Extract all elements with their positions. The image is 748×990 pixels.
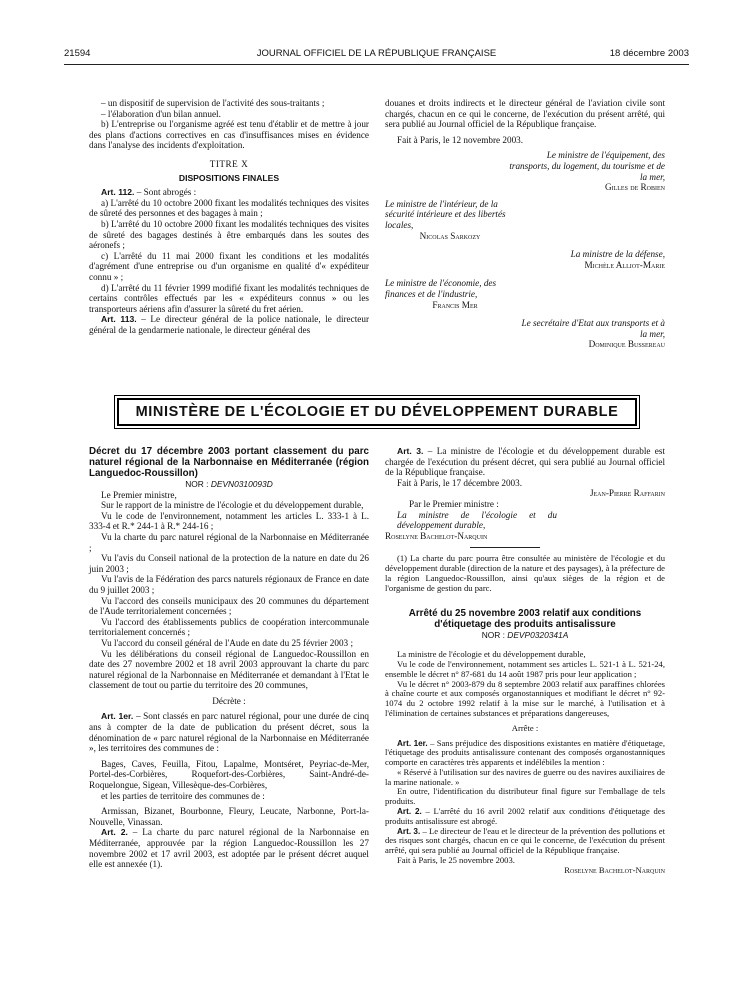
footnote: (1) La charte du parc pourra être consultée au ministère de l'écologie et du développement durable (direction de la nature et des paysages), à la préfecture de la région Languedoc-Roussillon, ainsi qu'aux sièges de la région et de l'organisme de gestion du parc. [385, 553, 665, 593]
ministry-banner: MINISTÈRE DE L'ÉCOLOGIE ET DU DÉVELOPPEMENT DURABLE [117, 398, 637, 426]
paragraph: b) L'entreprise ou l'organisme agréé est tenu d'établir et de mettre à jour des plans d'actions correctives en cas d'insuffisances mises en évidence dans l'analyse des incidents d'exploitation. [89, 119, 369, 151]
nor-reference [385, 630, 665, 641]
paragraph: Bages, Caves, Feuilla, Fitou, Lapalme, Montséret, Peyriac-de-Mer, Portel-des-Corbières, Roquefort-des-Corbières, Saint-André-de-Roquelongue, Sigean, Villesèque-des-Corbières, [89, 758, 369, 791]
signature-block [385, 318, 665, 350]
article-112 [89, 187, 369, 198]
header-rule [64, 64, 689, 65]
nor-code: DEVN0310093D [210, 479, 273, 489]
page-header [64, 48, 689, 62]
signatory-role: Le ministre de l'économie, des finances et de l'industrie, [385, 278, 497, 299]
par-line: Par le Premier ministre : [409, 498, 499, 509]
nor-code: DEVP0320341A [507, 629, 569, 640]
nor-label: NOR : [185, 479, 209, 489]
signature-block [385, 249, 665, 270]
list-item: – l'élaboration d'un bilan annuel. [101, 108, 221, 119]
signature-block [385, 199, 515, 241]
article-text: – Le directeur de l'eau et le directeur de la prévention des pollutions et des risques sont chargés, chacun en ce qui le concerne, de l'exécution du présent arrêté, qui sera publié au Journal officiel de la République française. [385, 825, 665, 856]
paragraph: douanes et droits indirects et le directeur général de l'aviation civile sont chargés, chacun en ce qui le concerne, de l'exécution du présent arrêté, qui sera publié au Journal officiel de la République française. [385, 98, 665, 130]
article-2 [385, 807, 665, 827]
right-column [385, 446, 665, 876]
fait-line: Fait à Paris, le 25 novembre 2003. [397, 855, 515, 866]
article-label: Art. 1er. [101, 711, 134, 722]
paragraph: « Réservé à l'utilisation sur des navires de guerre ou des navires auxiliaires de la marine nationale. » [385, 766, 665, 787]
article-text: – La ministre de l'écologie et du développement durable est chargée de l'exécution du présent décret, qui sera publié au Journal officiel de la République française. [385, 446, 666, 478]
signatory-role: La ministre de l'écologie et du développement durable, [397, 509, 557, 531]
paragraph: Vu le code de l'environnement, notamment les articles L. 333-1 à L. 333-4 et R.* 244-1 à R.* 244-16 ; [89, 510, 369, 532]
paragraph: c) L'arrêté du 11 mai 2000 fixant les conditions et les modalités d'agrément d'une entreprise ou d'un organisme en qualité d'« expéditeur connu » ; [89, 250, 369, 282]
signatory-name: Michèle Alliot-Marie [584, 259, 665, 270]
decrete-heading: Décrète : [212, 695, 246, 706]
fait-line: Fait à Paris, le 17 décembre 2003. [397, 477, 523, 488]
article-label: Art. 2. [101, 827, 128, 838]
arrete-title: Arrêté du 25 novembre 2003 relatif aux conditions d'étiquetage des produits antisalissure [408, 607, 642, 630]
paragraph: Vu les délibérations du conseil régional de Languedoc-Roussillon en date des 27 novembre 2002 et 18 avril 2003 approuvant la charte du parc naturel régional de la Narbonnaise en Méditerranée et demandant à l'Etat le classement de tout ou partie du territoire des 20 communes, [89, 648, 369, 691]
paragraph: Vu le décret n° 2003-879 du 8 septembre 2003 relatif aux paraffines chlorées à chaîne courte et aux composés organostanniques et modifiant le décret n° 92-1074 du 2 octobre 1992 relatif à la mise sur le marché, à l'utilisation et à l'élimination de certaines substances et préparations dangereuses, [385, 678, 665, 718]
nor-reference [89, 479, 369, 490]
paragraph: Vu le code de l'environnement, notamment ses articles L. 521-1 à L. 521-24, ensemble le décret n° 87-681 du 14 août 1987 pris pour leur application ; [385, 658, 665, 679]
paragraph: Sur le rapport de la ministre de l'écologie et du développement durable, [101, 500, 364, 511]
article-2 [89, 827, 369, 869]
signatory-role: Le secrétaire d'Etat aux transports et à la mer, [521, 318, 665, 339]
top-right-column [385, 98, 665, 350]
article-text: – L'arrêté du 16 avril 2002 relatif aux conditions d'étiquetage des produits antisalissure est abrogé. [385, 806, 665, 826]
signatory-role: La ministre de la défense, [570, 249, 665, 260]
decret-title: Décret du 17 décembre 2003 portant classement du parc naturel régional de la Narbonnaise en Méditerranée (région Languedoc-Roussillon) [89, 446, 369, 479]
article-113 [89, 314, 369, 335]
paragraph: d) L'arrêté du 11 février 1999 modifié fixant les modalités techniques de certains contrôles effectués par les « expéditeurs connus » ou les transporteurs aériens afin d'assurer la sûreté du fret aérien. [89, 282, 369, 314]
signatory-name: Roselyne Bachelot-Narquin [564, 864, 665, 875]
paragraph: Vu l'accord des conseils municipaux des 20 communes du département de l'Aude territorialement concernées ; [89, 595, 369, 617]
signatory-role: Le ministre de l'équipement, des transports, du logement, du tourisme et de la mer, [509, 150, 665, 182]
article-label: Art. 113. [101, 314, 137, 325]
nor-label: NOR : [481, 629, 505, 640]
paragraph: Armissan, Bizanet, Bourbonne, Fleury, Leucate, Narbonne, Port-la-Nouvelle, Vinassan. [89, 806, 369, 827]
article-text: – Sont classés en parc naturel régional, pour une durée de cinq ans à compter de la date de publication du présent décret, sous la dénomination de « parc naturel régional de la Narbonnaise en Méditerranée », les territoires des communes de : [89, 711, 370, 754]
signature-block [385, 150, 665, 192]
titre-heading: TITRE X [209, 158, 249, 169]
paragraph: Vu l'avis du Conseil national de la protection de la nature en date du 26 juin 2003 ; [89, 553, 369, 574]
article-1 [385, 739, 665, 768]
article-3 [385, 827, 665, 856]
article-1 [89, 711, 369, 753]
page-number: 21594 [64, 48, 91, 59]
signatory-name: Gilles de Robien [604, 182, 665, 193]
signatory-role: Le ministre de l'intérieur, de la sécurité intérieure et des libertés locales, [385, 198, 506, 230]
article-label: Art. 112. [101, 187, 135, 198]
paragraph: Vu la charte du parc naturel régional de la Narbonnaise en Méditerranée ; [89, 531, 369, 553]
footnote-rule [470, 547, 540, 548]
paragraph: et les parties de territoire des communes de : [101, 790, 265, 801]
journal-title: JOURNAL OFFICIEL DE LA RÉPUBLIQUE FRANÇAISE [256, 48, 497, 59]
paragraph: La ministre de l'écologie et du développement durable, [397, 649, 586, 660]
signatory-name: Dominique Bussereau [588, 339, 665, 350]
article-label: Art. 3. [397, 826, 421, 836]
paragraph: Vu l'accord des établissements publics de coopération intercommunale territorialement concernés ; [89, 616, 369, 638]
signatory-name: Nicolas Sarkozy [419, 230, 481, 241]
list-item: – un dispositif de supervision de l'activité des sous-traitants ; [101, 98, 325, 108]
signatory-name: Jean-Pierre Raffarin [589, 488, 665, 499]
arrete-heading: Arrête : [511, 722, 539, 733]
article-text: – Sans préjudice des dispositions existantes en matière d'étiquetage, l'étiquetage des produits antisalissure contenant des composés organostanniques comporte en caractères très apparents et indélébiles la mention : [385, 737, 665, 768]
article-label: Art. 3. [397, 446, 424, 456]
paragraph: a) L'arrêté du 10 octobre 2000 fixant les modalités techniques des visites de sûreté des personnes et des bagages à main ; [89, 197, 369, 219]
fait-line: Fait à Paris, le 12 novembre 2003. [397, 134, 524, 145]
signatory-name: Francis Mer [432, 299, 478, 310]
article-label: Art. 1er. [397, 738, 428, 748]
article-text: – Le directeur général de la police nationale, le directeur général de la gendarmerie nationale, le directeur général des [89, 314, 369, 335]
top-left-column [89, 98, 369, 335]
article-label: Art. 2. [397, 807, 422, 817]
article-text: – Sont abrogés : [136, 187, 197, 198]
paragraph: Vu l'avis de la Fédération des parcs naturels régionaux de France en date du 9 juillet 2003 ; [89, 574, 369, 595]
signature-block [385, 278, 525, 310]
issue-date: 18 décembre 2003 [609, 48, 689, 59]
signatory-name: Roselyne Bachelot-Narquin [385, 530, 488, 541]
paragraph: Le Premier ministre, [101, 489, 177, 500]
article-3 [385, 446, 665, 478]
article-text: – La charte du parc naturel régional de la Narbonnaise en Méditerranée, approuvée par la région Languedoc-Roussillon les 27 novembre 2002 et 17 avril 2003, est adoptée par le présent décret auquel elle est annexée (1). [89, 827, 370, 870]
section-heading: DISPOSITIONS FINALES [178, 172, 280, 183]
decret-column [89, 446, 369, 870]
paragraph: b) L'arrêté du 10 octobre 2000 fixant les modalités techniques des visites de sûreté des bagages destinés à être embarqués dans les soutes des aéronefs ; [89, 218, 369, 251]
paragraph: Vu l'accord du conseil général de l'Aude en date du 25 février 2003 ; [101, 637, 354, 648]
paragraph: En outre, l'identification du distributeur final figure sur l'emballage de tels produits. [385, 786, 665, 807]
